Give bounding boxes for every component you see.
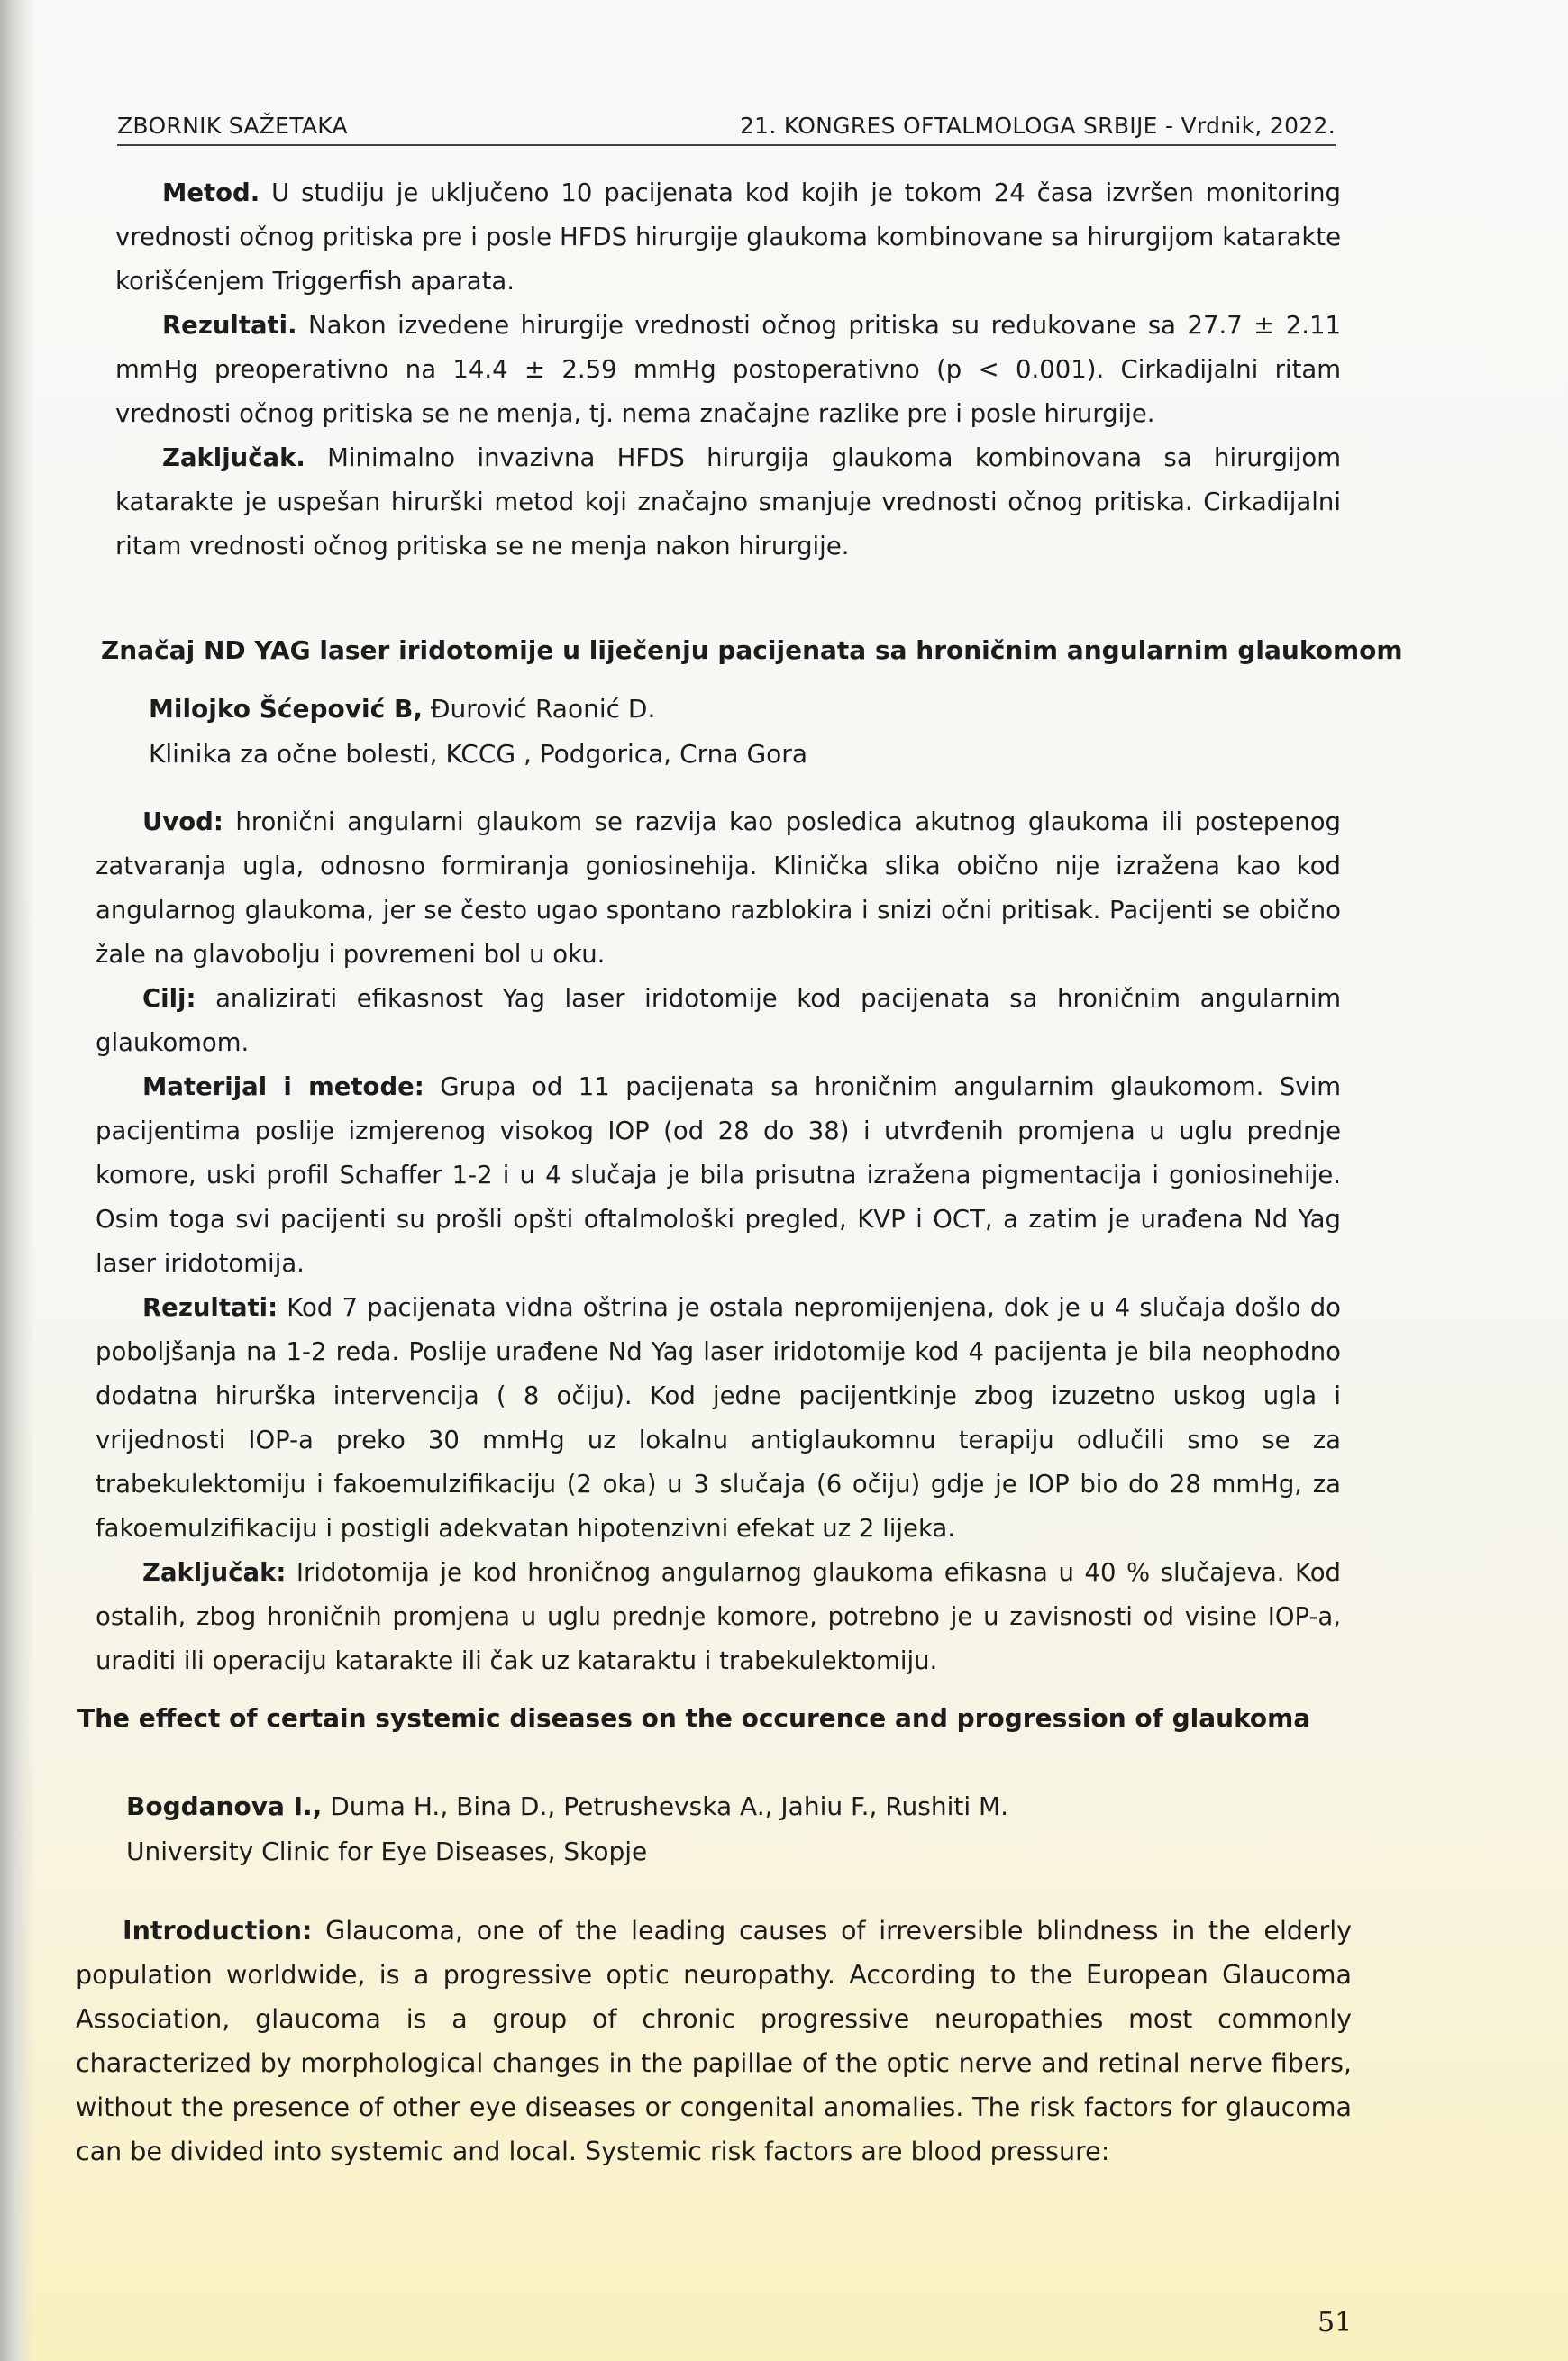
previous-abstract-continuation [115,171,1341,569]
introduction-paragraph [76,1909,1352,2174]
abstract1-rezultati-paragraph [96,1286,1341,1551]
abstract2-authors-block [126,1784,1008,1874]
header-left: ZBORNIK SAŽETAKA [117,113,348,139]
metod-label: Metod. [162,178,260,207]
abstract1-rezultati-label: Rezultati: [142,1293,278,1322]
abstract1-rezultati-text: Kod 7 pacijenata vidna oštrina je ostala nepromijenjena, dok je u 4 slučaja došlo do poboljšanja na 1-2 reda. Poslije urađene Nd Yag laser iridotomije kod 4 pacijenta je bila neophodno dodatna hirurška intervencija ( 8 očiju). Kod jedne pacijentkinje zbog izuzetno uskog ugla i vrijednosti IOP-a preko 30 mmHg uz lokalnu antiglaukomnu terapiju odlučili smo se za trabekulektomiju i fakoemulzifikaciju (2 oka) u 3 slučaja (6 očiju) gdje je IOP bio do 28 mmHg, za fakoemulzifikaciju i postigli adekvatan hipotenzivni efekat uz 2 lijeka. [96,1293,1341,1543]
uvod-text: hronični angularni glaukom se razvija kao posledica akutnog glaukoma ili postepenog zatvaranja ugla, odnosno formiranja goniosinehija. Klinička slika obično nije izražena kao kod angularnog glaukoma, jer se često ugao spontano razblokira i snizi očni pritisak. Pacijenti se obično žale na glavobolju i povremeni bol u oku. [96,807,1341,969]
abstract1-first-author: Milojko Šćepović B, [149,694,423,724]
running-header [117,106,1336,146]
abstract1-body [96,800,1341,1683]
materijal-text: Grupa od 11 pacijenata sa hroničnim angularnim glaukomom. Svim pacijentima poslije izmjerenog visokog IOP (od 28 do 38) i utvrđenih promjena u uglu prednje komore, uski profil Schaffer 1-2 i u 4 slučaja je bila prisutna izražena pigmentacija i goniosinehije. Osim toga svi pacijenti su prošli opšti oftalmološki pregled, KVP i OCT, a zatim je urađena Nd Yag laser iridotomija. [96,1072,1341,1278]
uvod-label: Uvod: [142,807,223,836]
introduction-text: Glaucoma, one of the leading causes of irreversible blindness in the elderly population worldwide, is a progressive optic neuropathy. According to the European Glaucoma Association, glaucoma is a group of chronic progressive neuropathies most commonly characterized by morphological changes in the papillae of the optic nerve and retinal nerve fibers, without the presence of other eye diseases or congenital anomalies. The risk factors for glaucoma can be divided into systemic and local. Systemic risk factors are blood pressure: [76,1916,1352,2166]
abstract1-zakljucak-paragraph [96,1551,1341,1683]
abstract1-zakljucak-label: Zaključak: [142,1558,287,1587]
abstract2-affiliation: University Clinic for Eye Diseases, Skopje [126,1837,648,1866]
abstract1-other-authors: Đurović Raonić D. [422,694,656,724]
abstract2-first-author: Bogdanova I., [126,1791,323,1821]
zakljucak-paragraph [115,436,1341,569]
cilj-paragraph [96,977,1341,1065]
cilj-text: analizirati efikasnost Yag laser iridotomije kod pacijenata sa hroničnim angularnim glaukomom. [96,984,1341,1057]
rezultati-label: Rezultati. [162,311,297,340]
page-number: 51 [1317,2307,1353,2338]
metod-paragraph [115,171,1341,304]
materijal-paragraph [96,1065,1341,1286]
zakljucak-label: Zaključak. [162,443,305,472]
book-binding-shadow [0,0,34,2361]
abstract2-body [76,1909,1352,2174]
uvod-paragraph [96,800,1341,977]
abstract1-authors [149,687,807,732]
header-right: 21. KONGRES OFTALMOLOGA SRBIJE - Vrdnik, 2022. [739,113,1336,139]
abstract2-title: The effect of certain systemic diseases on the occurence and progression of glaukoma [77,1703,1311,1733]
abstract1-zakljucak-text: Iridotomija je kod hroničnog angularnog glaukoma efikasna u 40 % slučajeva. Kod ostalih, zbog hroničnih promjena u uglu prednje komore, potrebno je u zavisnosti od visine IOP-a, uraditi ili operaciju katarakte ili čak uz kataraktu i trabekulektomiju. [96,1558,1341,1675]
abstract1-authors-block [149,687,807,777]
abstract1-title: Značaj ND YAG laser iridotomije u liječenju pacijenata sa hroničnim angularnim glaukomom [101,635,1403,665]
abstract2-authors [126,1784,1008,1829]
materijal-label: Materijal i metode: [142,1072,424,1101]
metod-text: U studiju je uključeno 10 pacijenata kod kojih je tokom 24 časa izvršen monitoring vrednosti očnog pritiska pre i posle HFDS hirurgije glaukoma kombinovane sa hirurgijom katarakte korišćenjem Triggerfish aparata. [115,178,1341,296]
introduction-label: Introduction: [123,1916,313,1946]
abstract2-other-authors: Duma H., Bina D., Petrushevska A., Jahiu F., Rushiti M. [322,1791,1009,1821]
rezultati-text: Nakon izvedene hirurgije vrednosti očnog pritiska su redukovane sa 27.7 ± 2.11 mmHg preoperativno na 14.4 ± 2.59 mmHg postoperativno (p < 0.001). Cirkadijalni ritam vrednosti očnog pritiska se ne menja, tj. nema značajne razlike pre i posle hirurgije. [115,311,1341,428]
rezultati-paragraph [115,304,1341,436]
cilj-label: Cilj: [142,984,196,1013]
abstract1-affiliation: Klinika za očne bolesti, KCCG , Podgorica, Crna Gora [149,739,807,769]
zakljucak-text: Minimalno invazivna HFDS hirurgija glaukoma kombinovana sa hirurgijom katarakte je uspešan hirurški metod koji značajno smanjuje vrednosti očnog pritiska. Cirkadijalni ritam vrednosti očnog pritiska se ne menja nakon hirurgije. [115,443,1341,561]
